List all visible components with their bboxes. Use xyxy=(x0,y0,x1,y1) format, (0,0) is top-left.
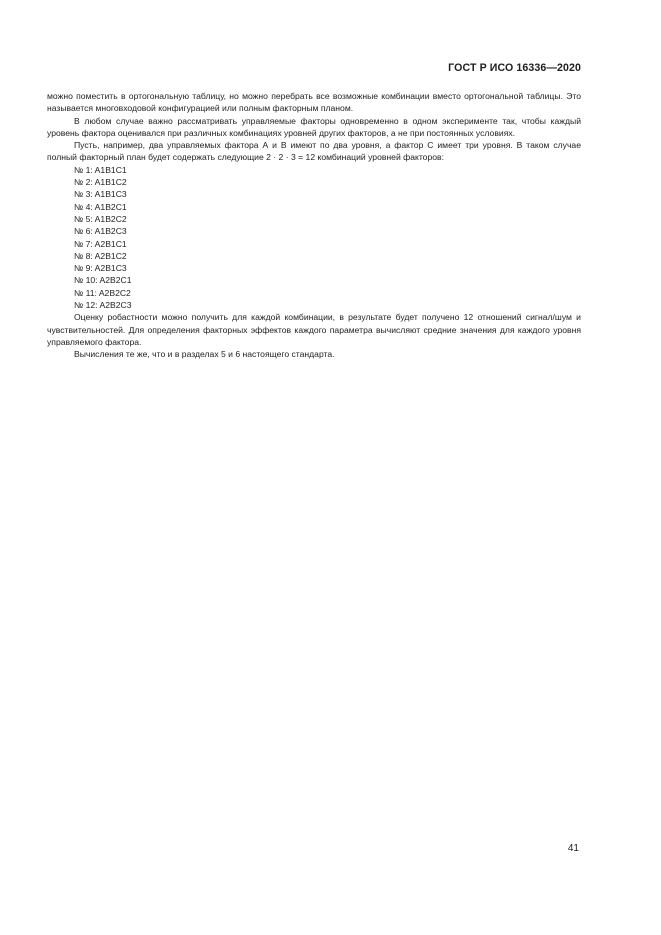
paragraph: Пусть, например, два управляемых фактора А и В имеют по два уровня, а фактор С имеет три уровня. В таком случае полный факторный план будет содержать следующие 2 · 2 · 3 = 12 комбинаций уровней факторов: xyxy=(47,140,581,163)
list-item: № 1: A1B1C1 xyxy=(74,164,127,175)
list-item: № 4: A1B2C1 xyxy=(74,201,127,212)
paragraph: В любом случае важно рассматривать управляемые факторы одновременно в одном эксперименте так, чтобы каждый уровень фактора оценивался при различных комбинациях уровней других факторов, а не при постоянных условиях. xyxy=(47,115,581,138)
list-item: № 8: A2B1C2 xyxy=(74,250,127,261)
paragraph: Оценку робастности можно получить для каждой комбинации, в результате будет получено 12 отношений сигнал/шум и чувствительностей. Для определения факторных эффектов каждого параметра вычисляют средние значения для каждого уровня управляемого фактора. xyxy=(47,312,581,347)
list-item: № 10: A2B2C1 xyxy=(74,275,132,286)
list-item: № 6: A1B2C3 xyxy=(74,226,127,237)
list-item: № 9: A2B1C3 xyxy=(74,263,127,274)
list-item: № 3: A1B1C3 xyxy=(74,189,127,200)
list-item: № 5: A1B2C2 xyxy=(74,213,127,224)
paragraph: Вычисления те же, что и в разделах 5 и 6 настоящего стандарта. xyxy=(74,349,335,360)
document-body xyxy=(47,90,581,361)
list-item: № 12: A2B2C3 xyxy=(74,300,132,311)
combination-list xyxy=(47,164,581,312)
paragraph-continuation: можно поместить в ортогональную таблицу, но можно перебрать все возможные комбинации вместо ортогональной таблицы. Это называется многовходовой конфигурацией или полным факторным планом. xyxy=(47,91,581,114)
list-item: № 11: A2B2C2 xyxy=(74,287,131,298)
page-number: 41 xyxy=(567,843,579,854)
document-header: ГОСТ Р ИСО 16336—2020 xyxy=(448,62,581,74)
list-item: № 2: A1B1C2 xyxy=(74,177,127,188)
list-item: № 7: A2B1C1 xyxy=(74,238,127,249)
